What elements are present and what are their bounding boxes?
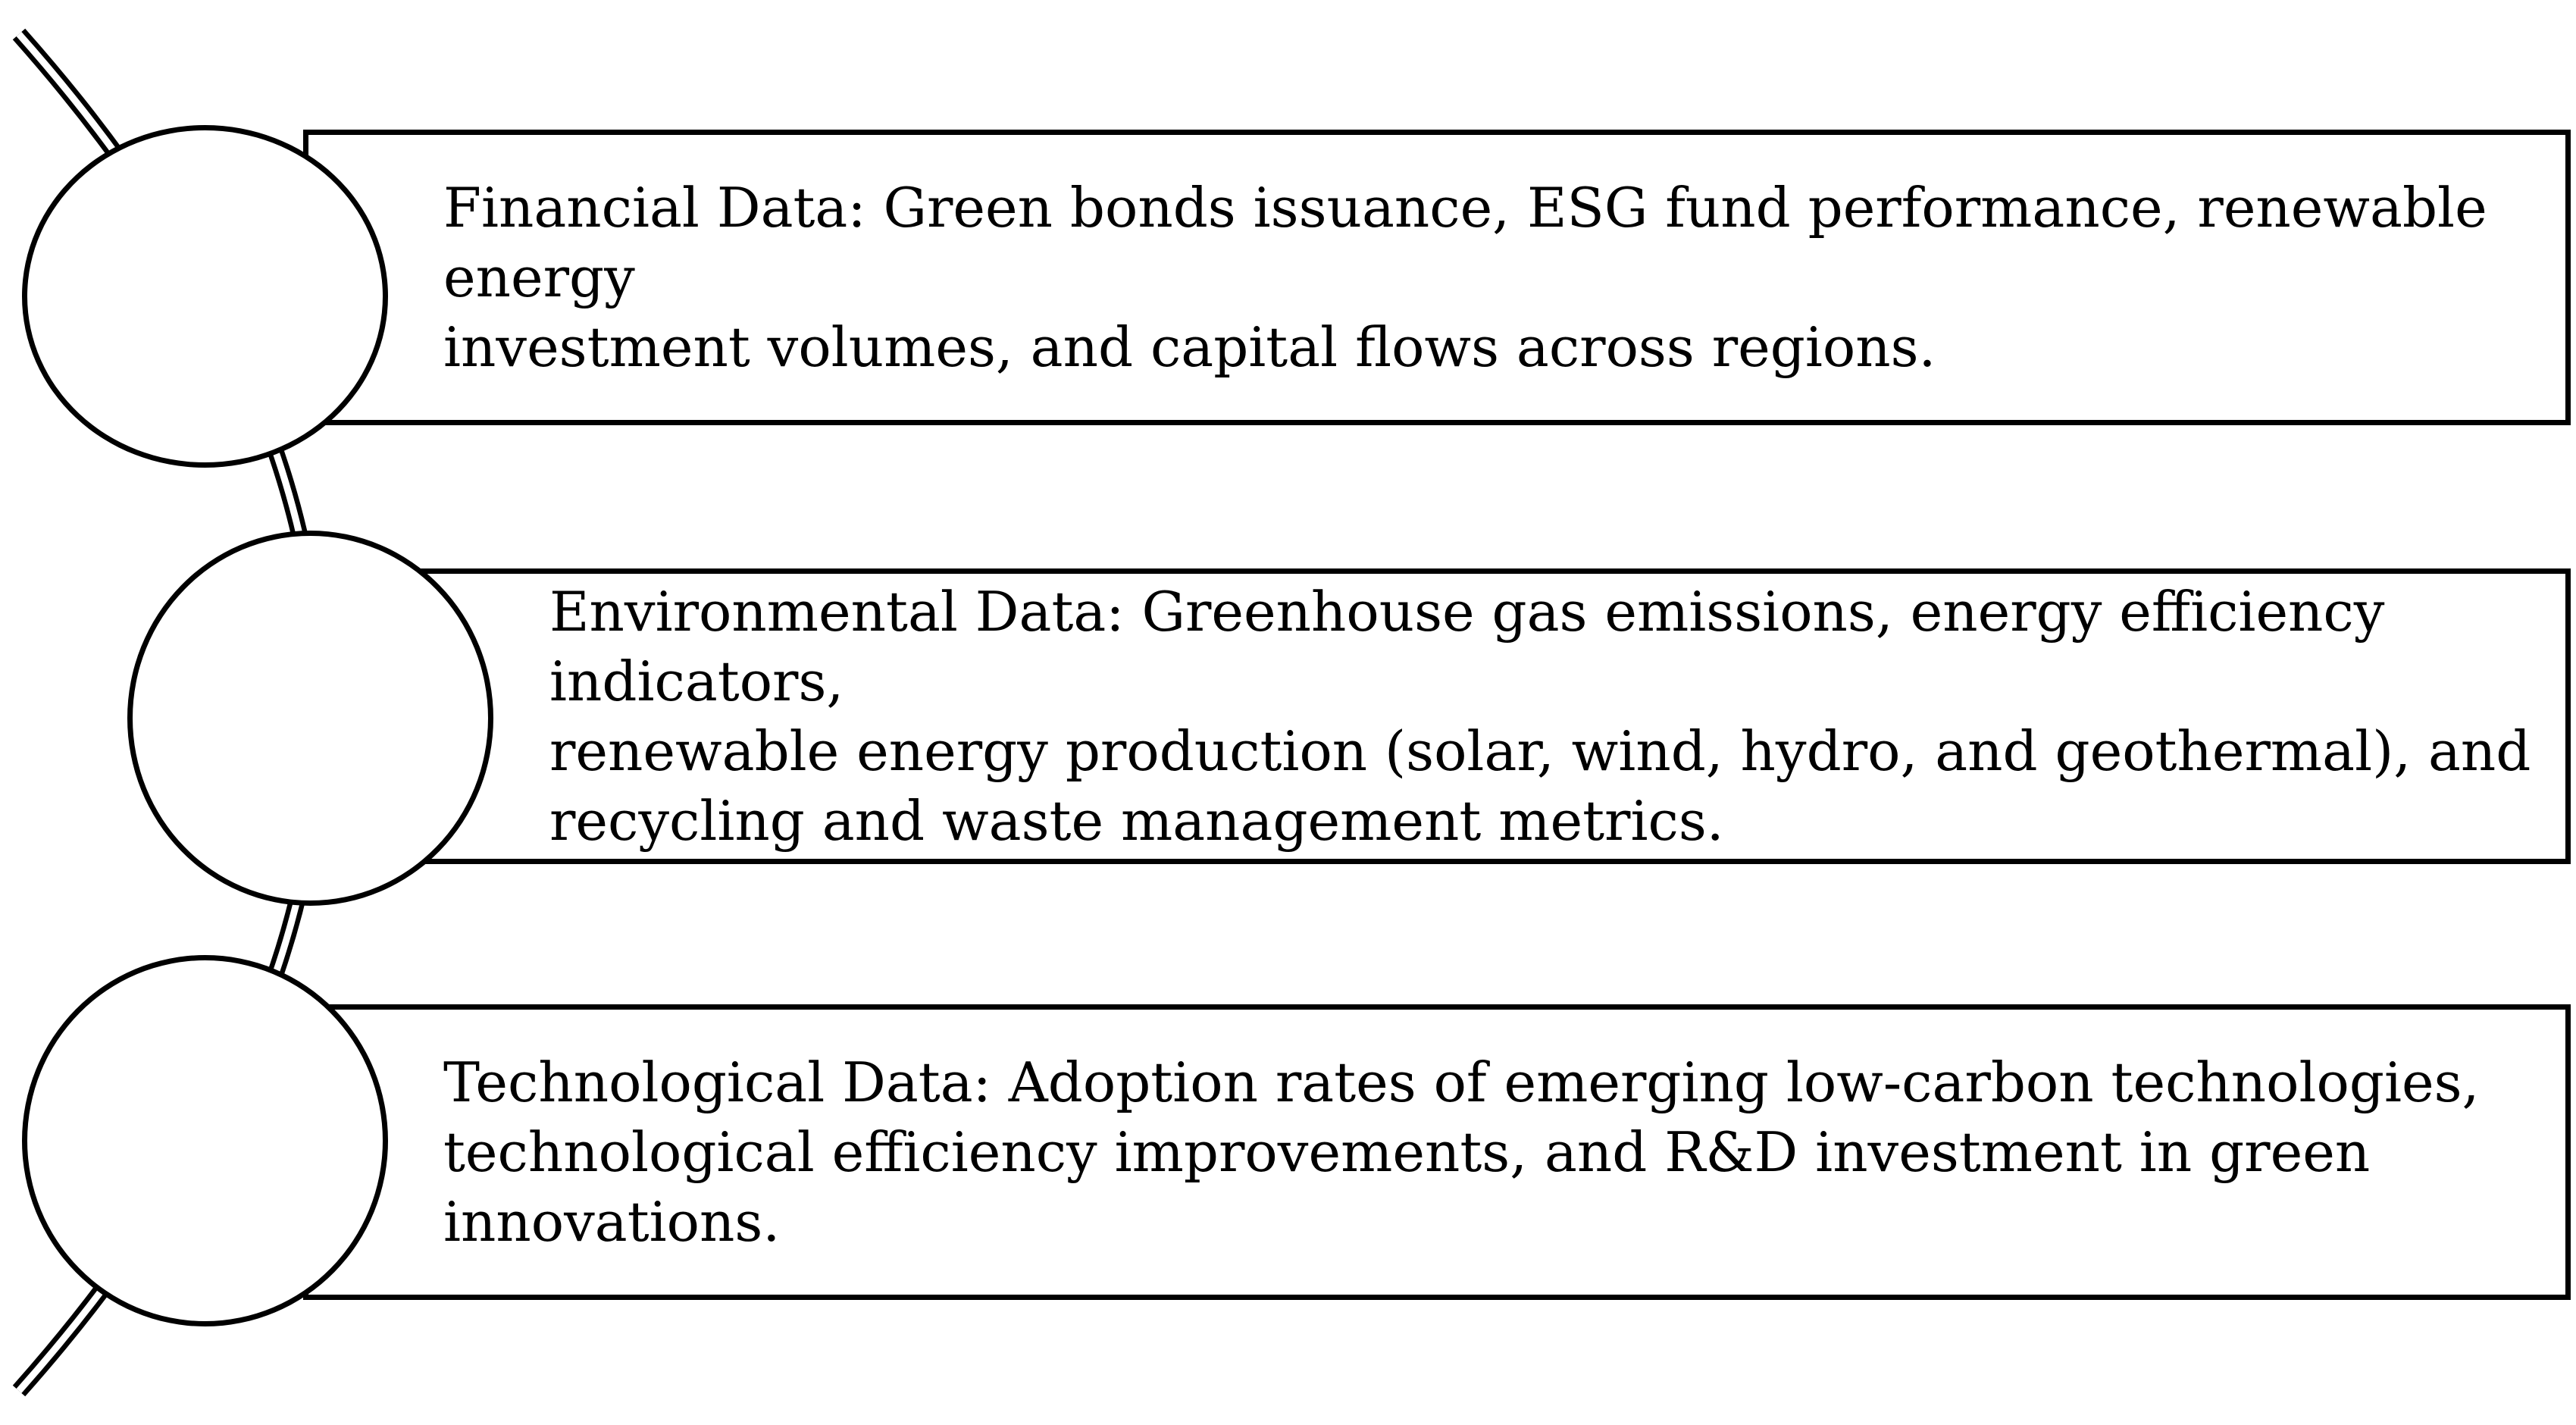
financial-data-text: Financial Data: Green bonds issuance, ESG fund performance, renewable energy investment volumes, and capital flows across regions. xyxy=(443,176,2487,379)
technological-data-text: Technological Data: Adoption rates of emerging low-carbon technologies, technological efficiency improvements, and R&D investment in green innovations. xyxy=(443,1051,2480,1254)
environmental-data-circle xyxy=(127,531,493,906)
financial-data-box xyxy=(303,130,2571,425)
environmental-data-text: Environmental Data: Greenhouse gas emissions, energy efficiency indicators, renewable energy production (solar, wind, hydro, and geothermal), and recycling and waste management metrics. xyxy=(549,580,2531,853)
technological-data-circle xyxy=(22,955,388,1326)
environmental-data-box xyxy=(409,568,2571,864)
technological-data-box xyxy=(303,1004,2571,1300)
financial-data-circle xyxy=(22,125,388,468)
